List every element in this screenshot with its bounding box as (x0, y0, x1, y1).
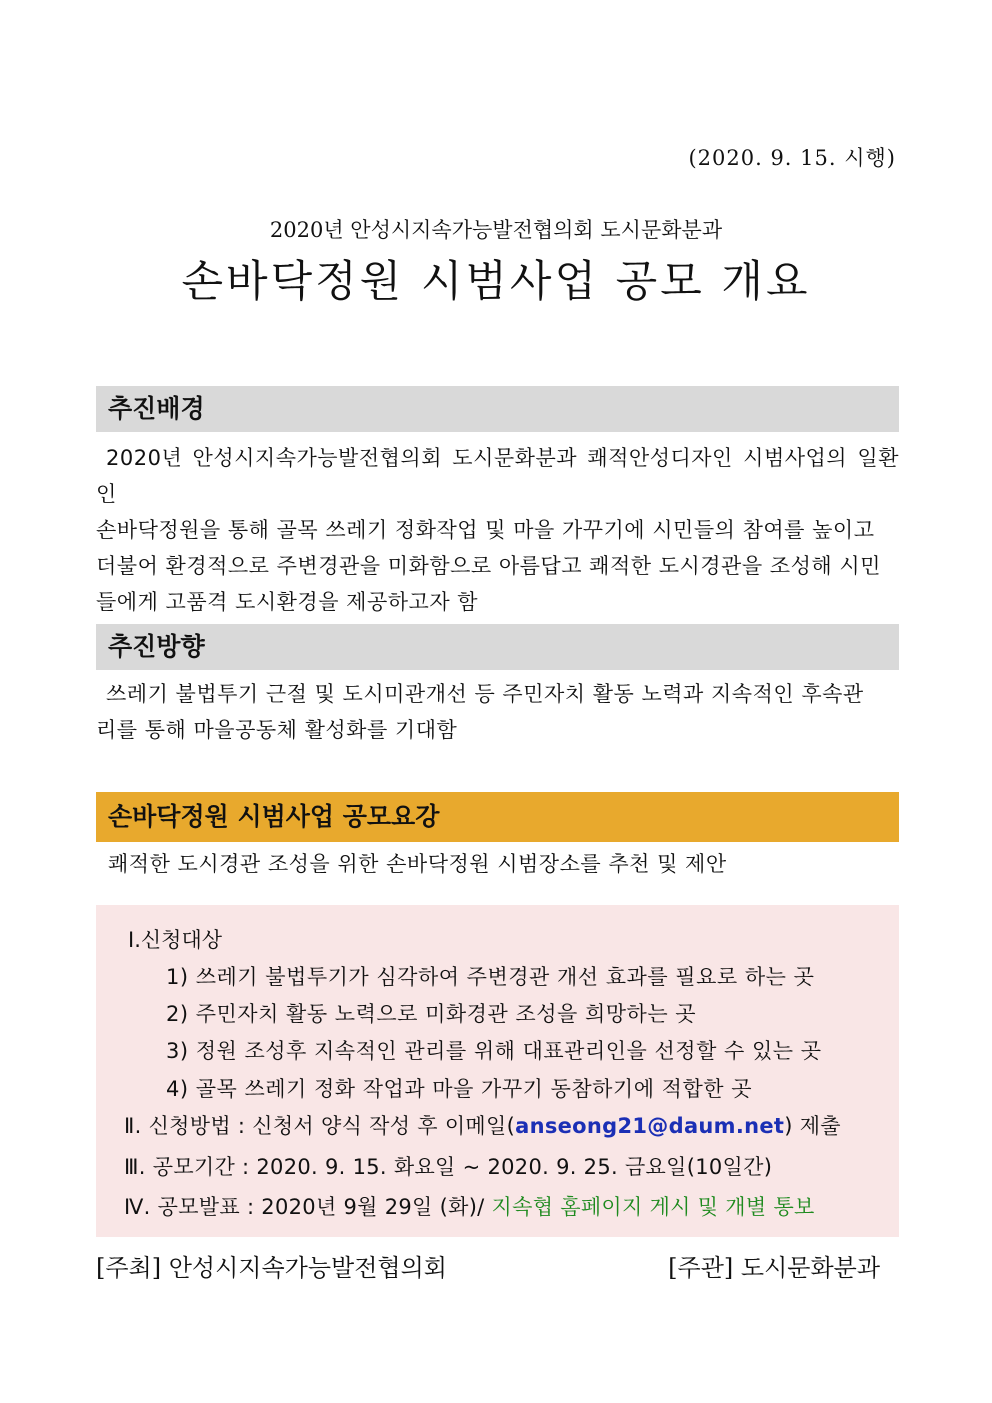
background-line: 2020년 안성시지속가능발전협의회 도시문화분과 쾌적안성디자인 시범사업의 일환인 (96, 446, 899, 506)
direction-line: 쓰레기 불법투기 근절 및 도시미관개선 등 주민자치 활동 노력과 지속적인 후속관 (106, 682, 864, 706)
section-heading-direction: 추진방향 (96, 624, 899, 670)
document-subtitle: 2020년 안성시지속가능발전협의회 도시문화분과 (269, 218, 723, 242)
background-line: 더불어 환경적으로 주변경관을 미화함으로 아름답고 쾌적한 도시경관을 조성해 시민 (96, 554, 881, 578)
document-title: 손바닥정원 시범사업 공모 개요 (181, 257, 811, 307)
footer-organizer: [주관] 도시문화분과 (668, 1254, 880, 1282)
applicants-label: Ⅰ.신청대상 (128, 928, 223, 952)
application-period: Ⅲ. 공모기간 : 2020. 9. 15. 화요일 ~ 2020. 9. 25. 금요일(10일간) (124, 1155, 773, 1179)
guideline-box (96, 905, 899, 1237)
contact-email-link[interactable]: anseong21@daum.net (515, 1114, 785, 1138)
guideline-intro: 쾌적한 도시경관 조성을 위한 손바닥정원 시범장소를 추천 및 제안 (108, 852, 727, 876)
background-line: 손바닥정원을 통해 골목 쓰레기 정화작업 및 마을 가꾸기에 시민들의 참여를 높이고 (96, 518, 875, 542)
application-method: Ⅱ. 신청방법 : 신청서 양식 작성 후 이메일(anseong21@daum.net) 제출 (124, 1114, 841, 1138)
applicant-item: 3) 정원 조성후 지속적인 관리를 위해 대표관리인을 선정할 수 있는 곳 (166, 1039, 822, 1063)
background-line: 들에게 고품격 도시환경을 제공하고자 함 (96, 590, 479, 614)
direction-paragraph (96, 676, 899, 748)
applicant-item: 2) 주민자치 활동 노력으로 미화경관 조성을 희망하는 곳 (166, 1002, 697, 1026)
result-announcement: Ⅳ. 공모발표 : 2020년 9월 29일 (화)/ 지속협 홈페이지 게시 및 개별 통보 (124, 1195, 815, 1219)
direction-line: 리를 통해 마을공동체 활성화를 기대함 (96, 718, 458, 742)
background-paragraph (96, 440, 899, 620)
effective-date: (2020. 9. 15. 시행) (688, 146, 896, 170)
footer-host: [주최] 안성시지속가능발전협의회 (96, 1254, 447, 1282)
applicant-item: 1) 쓰레기 불법투기가 심각하여 주변경관 개선 효과를 필요로 하는 곳 (166, 965, 815, 989)
section-heading-guideline: 손바닥정원 시범사업 공모요강 (96, 792, 899, 842)
applicant-item: 4) 골목 쓰레기 정화 작업과 마을 가꾸기 동참하기에 적합한 곳 (166, 1077, 752, 1101)
section-heading-background: 추진배경 (96, 386, 899, 432)
